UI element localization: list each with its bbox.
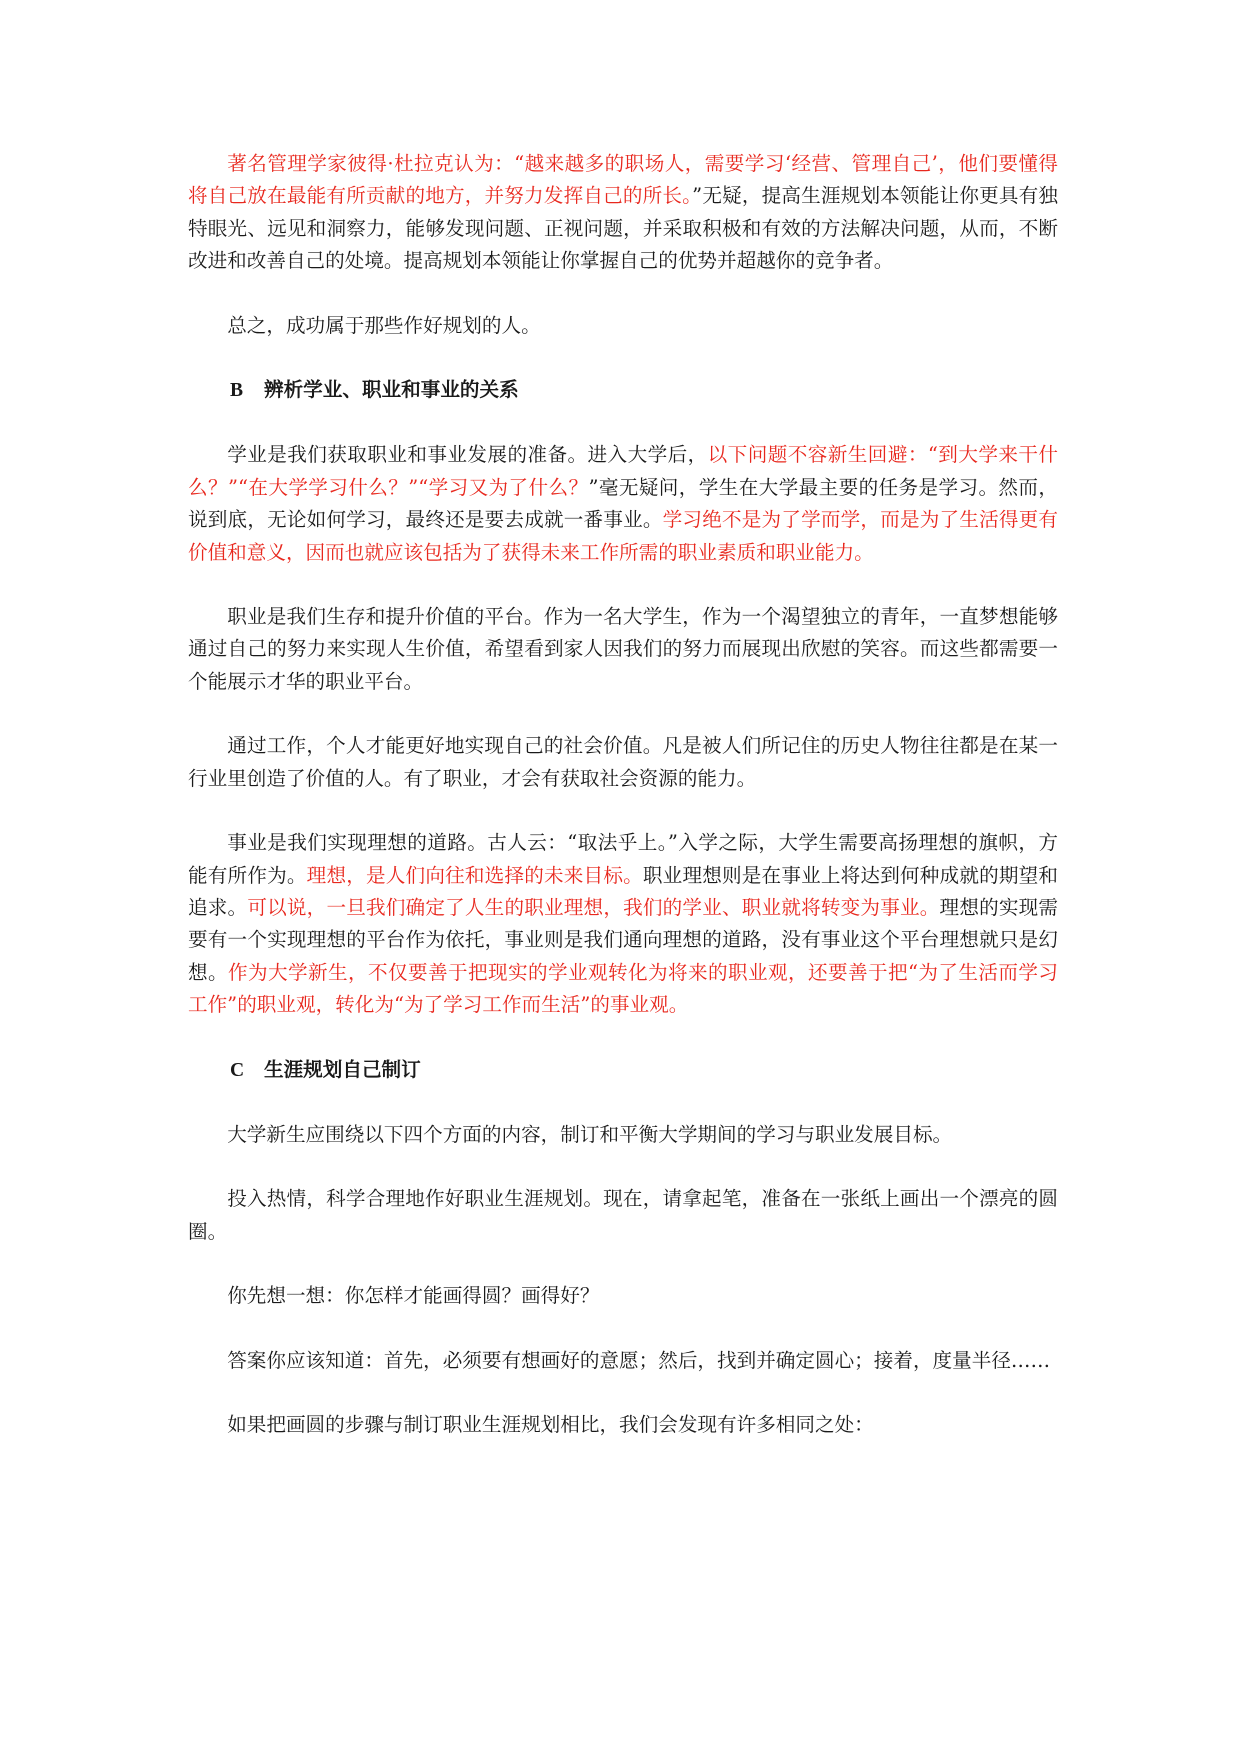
section-heading-c [188, 1054, 1058, 1087]
paragraph-cause [188, 827, 1058, 1021]
highlighted-text: 作为大学新生，不仅要善于把现实的学业观转化为将来的职业观，还要善于把“为了生活而学习工作”的职业观，转化为“为了学习工作而生活”的事业观。 [188, 960, 1059, 1017]
paragraph-four-aspects: 大学新生应围绕以下四个方面的内容，制订和平衡大学期间的学习与职业发展目标。 [227, 1122, 953, 1146]
body-text: ”无疑，提高生涯规划本领能让你更具有独特眼光、远见和洞察力，能够发现问题、正视问题，并采取积极和有效的方法解决问题，从而，不断改进和改善自己的处境。提高规划本领能让你掌握自己的优势并超越你的竞争者。 [188, 184, 1058, 273]
paragraph-work-value: 通过工作，个人才能更好地实现自己的社会价值。凡是被人们所记住的历史人物往往都是在某一行业里创造了价值的人。有了职业，才会有获取社会资源的能力。 [188, 734, 1058, 790]
highlighted-text: 可以说，一旦我们确定了人生的职业理想，我们的学业、职业就将转变为事业。 [247, 895, 940, 919]
highlighted-text: 理想，是人们向往和选择的未来目标。 [306, 863, 643, 887]
paragraph-think: 你先想一想：你怎样才能画得圆？画得好？ [227, 1284, 600, 1308]
paragraph-study [188, 439, 1058, 569]
highlighted-text: 以下问题不容新生回避：“到大学来干什么？”“在大学学习什么？”“学习又为了什么？ [188, 443, 1058, 499]
paragraph-drucker-quote [188, 148, 1058, 278]
highlighted-text: 著名管理学家彼得·杜拉克认为：“越来越多的职场人，需要学习‘经营、管理自己’，他们要懂得将自己放在最能有所贡献的地方，并努力发挥自己的所长。 [188, 152, 1058, 208]
paragraph-answer: 答案你应该知道：首先，必须要有想画好的意愿；然后，找到并确定圆心；接着，度量半径…… [227, 1348, 1051, 1372]
body-text: 理想的实现需要有一个实现理想的平台作为依托，事业则是我们通向理想的道路，没有事业这个平台理想就只是幻想。 [188, 895, 1059, 984]
body-text: 职业理想则是在事业上将达到何种成就的期望和追求。 [188, 863, 1059, 919]
paragraph-comparison: 如果把画圆的步骤与制订职业生涯规划相比，我们会发现有许多相同之处： [227, 1412, 874, 1436]
body-text: 学业是我们获取职业和事业发展的准备。进入大学后， [227, 443, 708, 467]
section-heading-b [188, 374, 1058, 407]
paragraph-summary: 总之，成功属于那些作好规划的人。 [227, 313, 541, 337]
section-letter: C [230, 1059, 245, 1081]
highlighted-text: 学习绝不是为了学而学，而是为了生活得更有价值和意义，因而也就应该包括为了获得未来工作所需的职业素质和职业能力。 [188, 508, 1059, 564]
section-title: 生涯规划自己制订 [264, 1057, 421, 1081]
document-body [188, 148, 1058, 1473]
paragraph-draw-circle: 投入热情，科学合理地作好职业生涯规划。现在，请拿起笔，准备在一张纸上画出一个漂亮的圆圈。 [188, 1187, 1058, 1243]
body-text: 事业是我们实现理想的道路。古人云：“取法乎上。”入学之际，大学生需要高扬理想的旗帜，方能有所作为。 [188, 831, 1058, 887]
section-letter: B [230, 380, 244, 402]
section-title: 辨析学业、职业和事业的关系 [264, 378, 519, 402]
paragraph-career: 职业是我们生存和提升价值的平台。作为一名大学生，作为一个渴望独立的青年，一直梦想能够通过自己的努力来实现人生价值，希望看到家人因我们的努力而展现出欣慰的笑容。而这些都需要一个能展示才华的职业平台。 [188, 605, 1058, 693]
body-text: ”毫无疑问，学生在大学最主要的任务是学习。然而，说到底，无论如何学习，最终还是要去成就一番事业。 [188, 475, 1058, 532]
